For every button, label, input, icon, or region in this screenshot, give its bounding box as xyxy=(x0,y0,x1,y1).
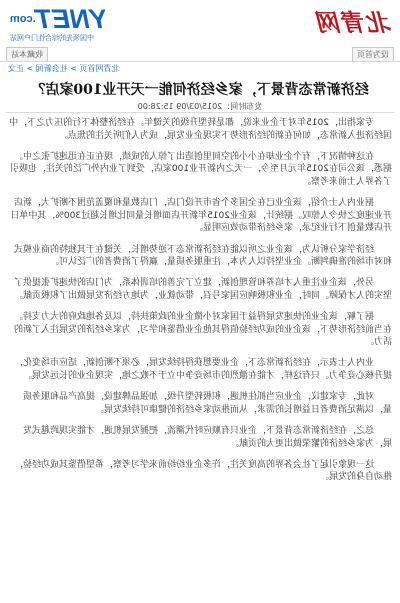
paragraph: 在这种情况下，有个企业却在小小的空间里创造出了惊人的成绩，现在正在迅速扩张之中。据悉，该公司在2015年元月至今，一天之内新开业100家店，受到了业内外广泛的关注，也吸引了各界人士前来考察。 xyxy=(9,151,392,187)
article-body xyxy=(8,117,392,493)
ynet-com: .com xyxy=(10,13,36,25)
paragraph: 据业内人士介绍，该企业已在全国多个省市开设门店，门店数量和覆盖范围不断扩大，新店开业速度之快令人惊叹。据统计，该企业2015年新开店面增长量同比增长超过300%，其中单日开店数量创下行业纪录，家乡经济带动效应明显。 xyxy=(10,198,392,234)
breadcrumb xyxy=(0,61,400,76)
ynet-wordmark xyxy=(10,4,108,34)
divider xyxy=(6,112,394,113)
bookmark-button[interactable]: 收藏本站 xyxy=(6,47,48,62)
paragraph: 经济学家分析认为，该企业之所以能在经济新常态下逆势增长，关键在于其独特的商业模式和对市场的准确判断。企业坚持以人为本，注重服务质量，赢得了消费者的广泛认可。 xyxy=(13,244,392,268)
paragraph: 这一现象引起了社会各界的高度关注，许多企业纷纷前来学习考察，希望借鉴其成功经验，推动自身的发展。 xyxy=(13,459,392,483)
set-homepage-button[interactable]: 设为首页 xyxy=(352,47,394,62)
article-title: 经济新常态背景下，家乡经济何能一天开业100家店？ xyxy=(31,82,369,98)
ynet-tagline: 中国领先的综合性门户网站 xyxy=(10,34,94,42)
breadcrumb-link[interactable]: 北青网首页 > 社会新闻 > 正文 xyxy=(8,64,120,73)
ynet-logo[interactable] xyxy=(10,4,108,44)
paragraph: 对此，专家建议，企业应当抓住机遇，积极转型升级，加强品牌建设，提高产品和服务质量，以满足消费者日益增长的需求，从而推动家乡经济的健康可持续发展。 xyxy=(22,392,392,415)
paragraph: 业内人士表示，在经济新常态下，企业要想获得持续发展，必须不断创新，适应市场变化，提升核心竞争力。只有这样，才能在激烈的市场竞争中立于不败之地，实现企业的长远发展。 xyxy=(13,358,392,382)
brand-logo[interactable]: 北青网 xyxy=(317,8,392,37)
nav-row xyxy=(0,47,400,61)
publish-time: 发布时间：2015/03/09 15:28:00 xyxy=(137,102,263,111)
paragraph: 另外，该企业注重人才培养和管理创新，建立了完善的培训体系，为门店的快速扩张提供了坚实的人才保障。同时，企业积极响应国家号召，带动就业，为地方经济发展做出了积极贡献。 xyxy=(13,278,392,301)
paragraph: 总之，在经济新常态背景下，企业只有顺应时代潮流，把握发展机遇，才能实现跨越式发展，为家乡经济的繁荣做出更大的贡献。 xyxy=(22,426,392,449)
paragraph: 专家指出，2015年对于企业来说，都是转型升级的关键年。在经济整体下行的压力之下，中国经济进入新常态，如何在新的经济形势下实现企业发展，成为人们所关注的焦点。 xyxy=(9,118,392,141)
ynet-word: YNET xyxy=(35,4,108,34)
paragraph: 据了解，该企业的快速发展得益于国家对小微企业的政策扶持，以及各地政府的大力支持。在当前经济形势下，该企业的成功经验值得其他企业借鉴和学习，为家乡经济的发展注入了新的活力。 xyxy=(13,312,392,348)
